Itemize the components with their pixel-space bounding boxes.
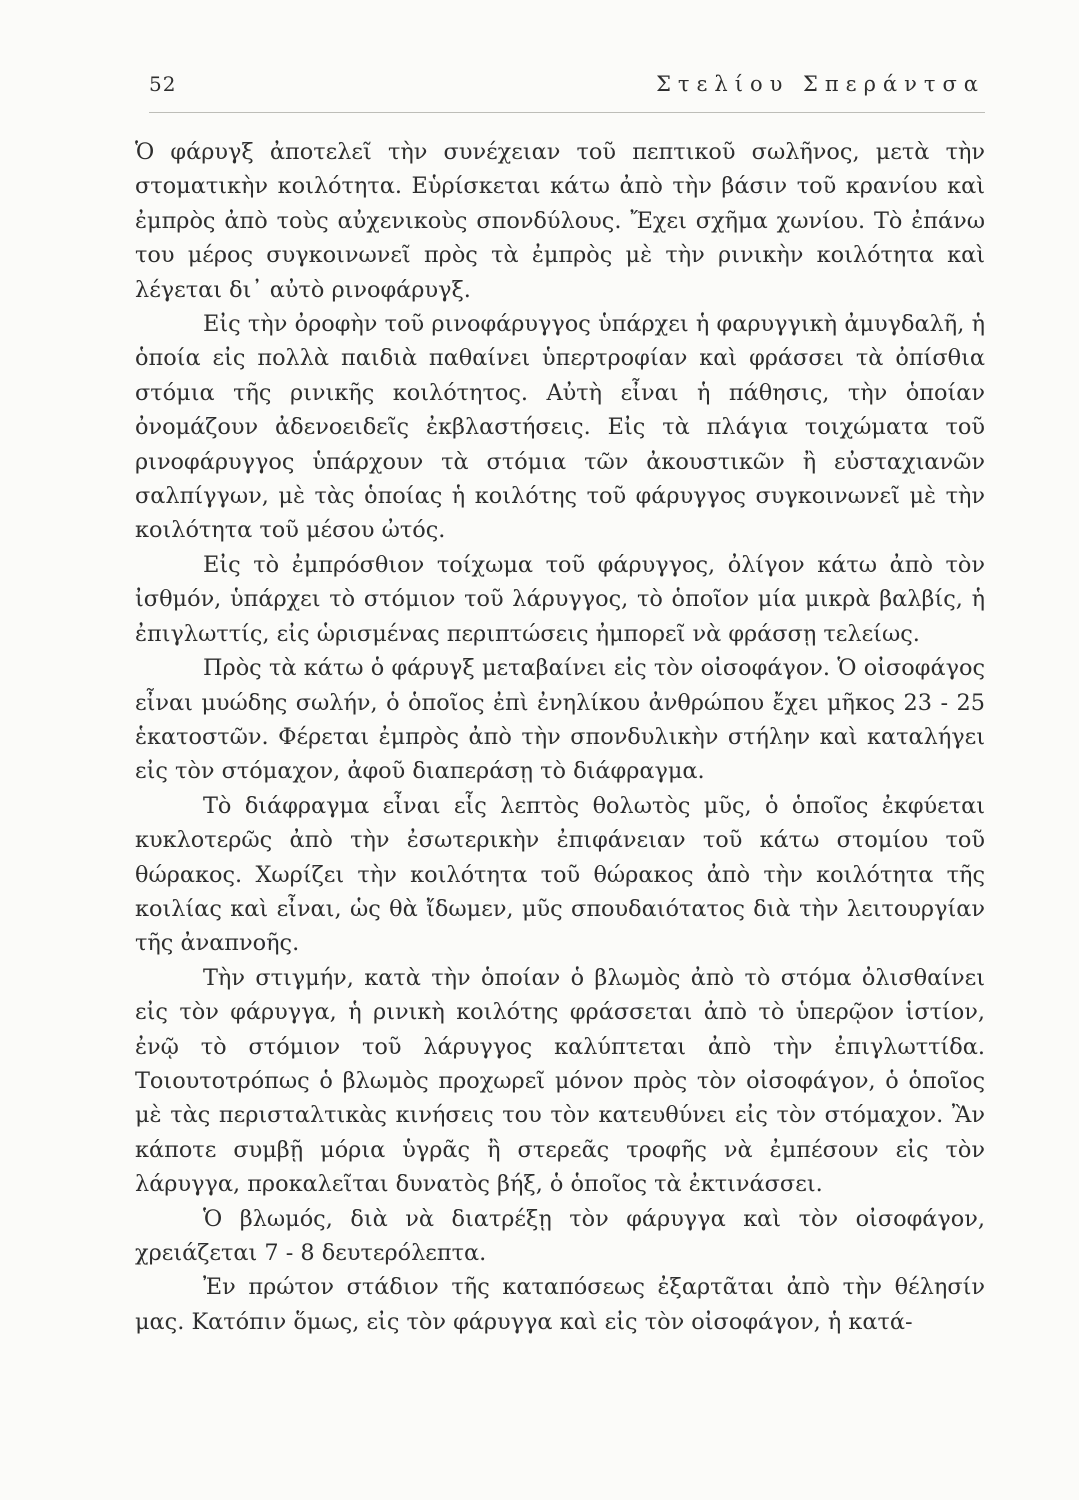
paragraph-diaphragm: Τὸ διάφραγμα εἶναι εἷς λεπτὸς θολωτὸς μῦς, ὁ ὁποῖος ἐκφύεται κυκλοτερῶς ἀπὸ τὴν ἐσωτερικὴν ἐπιφάνειαν τοῦ κάτω στομίου τοῦ θώρακος. Χωρίζει τὴν κοιλότητα τοῦ θώρακος ἀπὸ τὴν κοιλότητα τῆς κοιλίας καὶ εἶναι, ὡς θὰ ἴδωμεν, μῦς σπουδαιότατος διὰ τὴν λειτουργίαν τῆς ἀναπνοῆς. <box>135 792 985 957</box>
page-header <box>149 72 985 113</box>
running-head: Στελίου Σπεράντσα <box>656 72 985 96</box>
paragraph-bolus-time: Ὁ βλωμός, διὰ νὰ διατρέξῃ τὸν φάρυγγα καὶ τὸν οἰσοφάγον, χρειάζεται 7 - 8 δευτερόλεπτα. <box>135 1205 985 1266</box>
paragraph-swallowing: Τὴν στιγμήν, κατὰ τὴν ὁποίαν ὁ βλωμὸς ἀπὸ τὸ στόμα ὀλισθαίνει εἰς τὸν φάρυγγα, ἡ ρινικὴ κοιλότης φράσσεται ἀπὸ τὸ ὑπερῷον ἱστίον, ἐνῷ τὸ στόμιον τοῦ λάρυγγος καλύπτεται ἀπὸ τὴν ἐπιγλωττίδα. Τοιουτοτρόπως ὁ βλωμὸς προχωρεῖ μόνον πρὸς τὸν οἰσοφάγον, ὁ ὁποῖος μὲ τὰς περισταλτικὰς κινήσεις του τὸν κατευθύνει εἰς τὸν στόμαχον. Ἂν κάποτε συμβῇ μόρια ὑγρᾶς ἢ στερεᾶς τροφῆς νὰ ἐμπέσουν εἰς τὸν λάρυγγα, προκαλεῖται δυνατὸς βήξ, ὁ ὁποῖος τὰ ἐκτινάσσει. <box>135 964 985 1198</box>
paragraph-esophagus: Πρὸς τὰ κάτω ὁ φάρυγξ μεταβαίνει εἰς τὸν οἰσοφάγον. Ὁ οἰσοφάγος εἶναι μυώδης σωλήν, ὁ ὁποῖος ἐπὶ ἐνηλίκου ἀνθρώπου ἔχει μῆκος 23 - 25 ἑκατοστῶν. Φέρεται ἐμπρὸς ἀπὸ τὴν σπονδυλικὴν στήλην καὶ καταλήγει εἰς τὸν στόμαχον, ἀφοῦ διαπεράσῃ τὸ διάφραγμα. <box>135 655 985 785</box>
paragraph-pharynx: Ὁ φάρυγξ ἀποτελεῖ τὴν συνέχειαν τοῦ πεπτικοῦ σωλῆνος, μετὰ τὴν στοματικὴν κοιλότητα. Εὑρίσκεται κάτω ἀπὸ τὴν βάσιν τοῦ κρανίου καὶ ἐμπρὸς ἀπὸ τοὺς αὐχενικοὺς σπονδύλους. Ἔχει σχῆμα χωνίου. Τὸ ἐπάνω του μέρος συγκοινωνεῖ πρὸς τὰ ἐμπρὸς μὲ τὴν ρινικὴν κοιλότητα καὶ λέγεται δι᾽ αὐτὸ ρινοφάρυγξ. <box>135 139 985 303</box>
page-number: 52 <box>149 72 177 96</box>
paragraph-first-stage: Ἐν πρώτον στάδιον τῆς καταπόσεως ἐξαρτᾶται ἀπὸ τὴν θέλησίν μας. Κατόπιν ὅμως, εἰς τὸν φάρυγγα καὶ εἰς τὸν οἰσοφάγον, ἡ κατά- <box>135 1274 985 1335</box>
paragraph-larynx-opening: Εἰς τὸ ἐμπρόσθιον τοίχωμα τοῦ φάρυγγος, ὀλίγον κάτω ἀπὸ τὸν ἰσθμόν, ὑπάρχει τὸ στόμιον τοῦ λάρυγγος, τὸ ὁποῖον μία μικρὰ βαλβίς, ἡ ἐπιγλωττίς, εἰς ὡρισμένας περιπτώσεις ἠμπορεῖ νὰ φράσσῃ τελείως. <box>135 551 985 647</box>
paragraph-adenoids: Εἰς τὴν ὀροφὴν τοῦ ρινοφάρυγγος ὑπάρχει ἡ φαρυγγικὴ ἀμυγδαλῆ, ἡ ὁποία εἰς πολλὰ παιδιὰ παθαίνει ὑπερτροφίαν καὶ φράσσει τὰ ὀπίσθια στόμια τῆς ρινικῆς κοιλότητος. Αὐτὴ εἶναι ἡ πάθησις, τὴν ὁποίαν ὀνομάζουν ἀδενοειδεῖς ἐκβλαστήσεις. Εἰς τὰ πλάγια τοιχώματα τοῦ ρινοφάρυγγος ὑπάρχουν τὰ στόμια τῶν ἀκουστικῶν ἢ εὐσταχιανῶν σαλπίγγων, μὲ τὰς ὁποίας ἡ κοιλότης τοῦ φάρυγγος συγκοινωνεῖ μὲ τὴν κοιλότητα τοῦ μέσου ὠτός. <box>135 311 985 544</box>
body-text <box>135 135 985 1339</box>
